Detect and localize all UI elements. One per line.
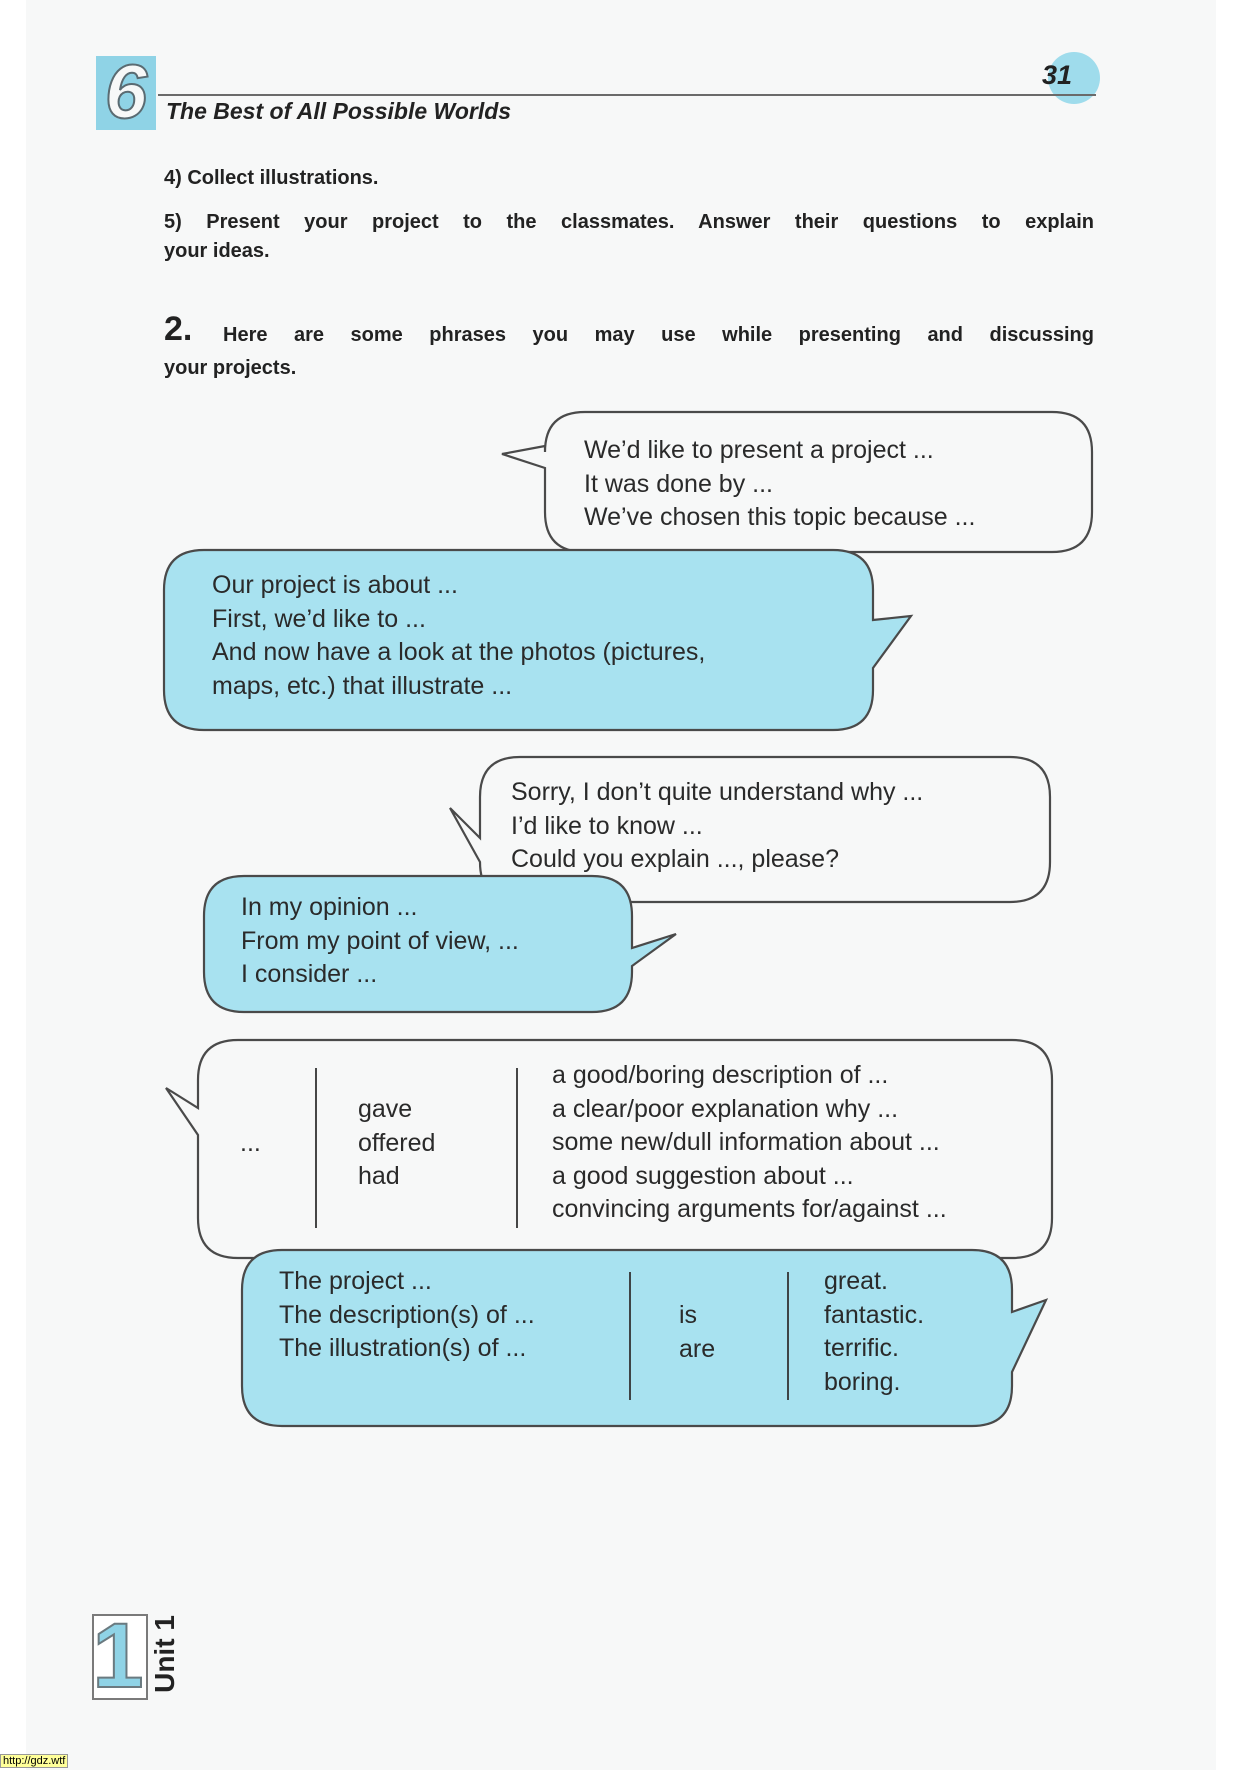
bubble-6-subject: The project ... xyxy=(279,1267,432,1295)
bubble-4-text xyxy=(241,891,519,992)
step-4: 4) Collect illustrations. xyxy=(164,167,379,189)
step-5-line1: 5) Present your project to the classmates. Answer their questions to explain xyxy=(164,211,1094,233)
bubble-1-line: It was done by ... xyxy=(584,469,773,498)
bubble-5-object: some new/dull information about ... xyxy=(552,1128,940,1156)
exercise-instruction-line1: Here are some phrases you may use while presenting and discussing xyxy=(223,324,1094,346)
bubble-5-object: a clear/poor explanation why ... xyxy=(552,1094,899,1123)
bubble-6-verbs xyxy=(679,1299,715,1366)
chapter-title: The Best of All Possible Worlds xyxy=(166,98,512,124)
side-unit-number: 1 xyxy=(92,1605,144,1707)
bubble-5-subject: ... xyxy=(240,1129,261,1157)
bubble-6-subjects xyxy=(279,1265,535,1366)
bubble-6-subject: The illustration(s) of ... xyxy=(279,1334,527,1362)
bubble-3-line: Sorry, I don’t quite understand why ... xyxy=(511,778,924,806)
page-number: 31 xyxy=(1042,60,1073,90)
bubble-6-adjectives xyxy=(824,1265,924,1399)
bubble-5-object: a good suggestion about ... xyxy=(552,1161,854,1190)
bubble-3-line: Could you explain ..., please? xyxy=(511,845,839,873)
side-unit-label: Unit 1 xyxy=(149,1615,180,1693)
bubble-6-adjective: terrific. xyxy=(824,1334,899,1362)
bubble-6-verb: is xyxy=(679,1301,698,1329)
bubble-2-line: First, we’d like to ... xyxy=(212,604,426,633)
bubble-2-line: And now have a look at the photos (pictures, xyxy=(212,638,706,666)
bubble-1-text xyxy=(584,434,975,535)
bubble-4-line: In my opinion ... xyxy=(241,893,418,921)
footer-url-link[interactable]: http://gdz.wtf xyxy=(0,1754,68,1768)
exercise-instruction-line2: your projects. xyxy=(164,357,297,379)
bubble-1-line: We’ve chosen this topic because ... xyxy=(584,503,976,531)
bubble-2-text xyxy=(212,569,705,703)
step-5-line2: your ideas. xyxy=(164,240,270,262)
bubble-5-verb: had xyxy=(358,1162,400,1190)
exercise-number: 2. xyxy=(164,310,193,348)
bubble-5-object: convincing arguments for/against ... xyxy=(552,1195,947,1223)
bubble-5-verb: gave xyxy=(358,1095,413,1123)
bubble-2-line: maps, etc.) that illustrate ... xyxy=(212,671,513,700)
bubble-3-text xyxy=(511,776,923,877)
bubble-5-objects xyxy=(552,1059,947,1227)
bubble-4-line: From my point of view, ... xyxy=(241,926,519,955)
bubble-6-verb: are xyxy=(679,1334,716,1363)
bubble-6-adjective: boring. xyxy=(824,1367,901,1396)
bubble-4-line: I consider ... xyxy=(241,960,378,988)
bubble-6-adjective: great. xyxy=(824,1267,888,1295)
bubble-6-subject: The description(s) of ... xyxy=(279,1300,535,1329)
bubble-2-line: Our project is about ... xyxy=(212,571,458,599)
bubble-5-verb: offered xyxy=(358,1128,436,1157)
bubble-1-line: We’d like to present a project ... xyxy=(584,436,934,464)
bubble-5-verbs xyxy=(358,1093,435,1194)
unit-number-badge: 6 xyxy=(96,56,156,130)
bubble-6-adjective: fantastic. xyxy=(824,1300,925,1329)
bubble-5-object: a good/boring description of ... xyxy=(552,1061,889,1089)
bubble-3-line: I’d like to know ... xyxy=(511,811,703,840)
